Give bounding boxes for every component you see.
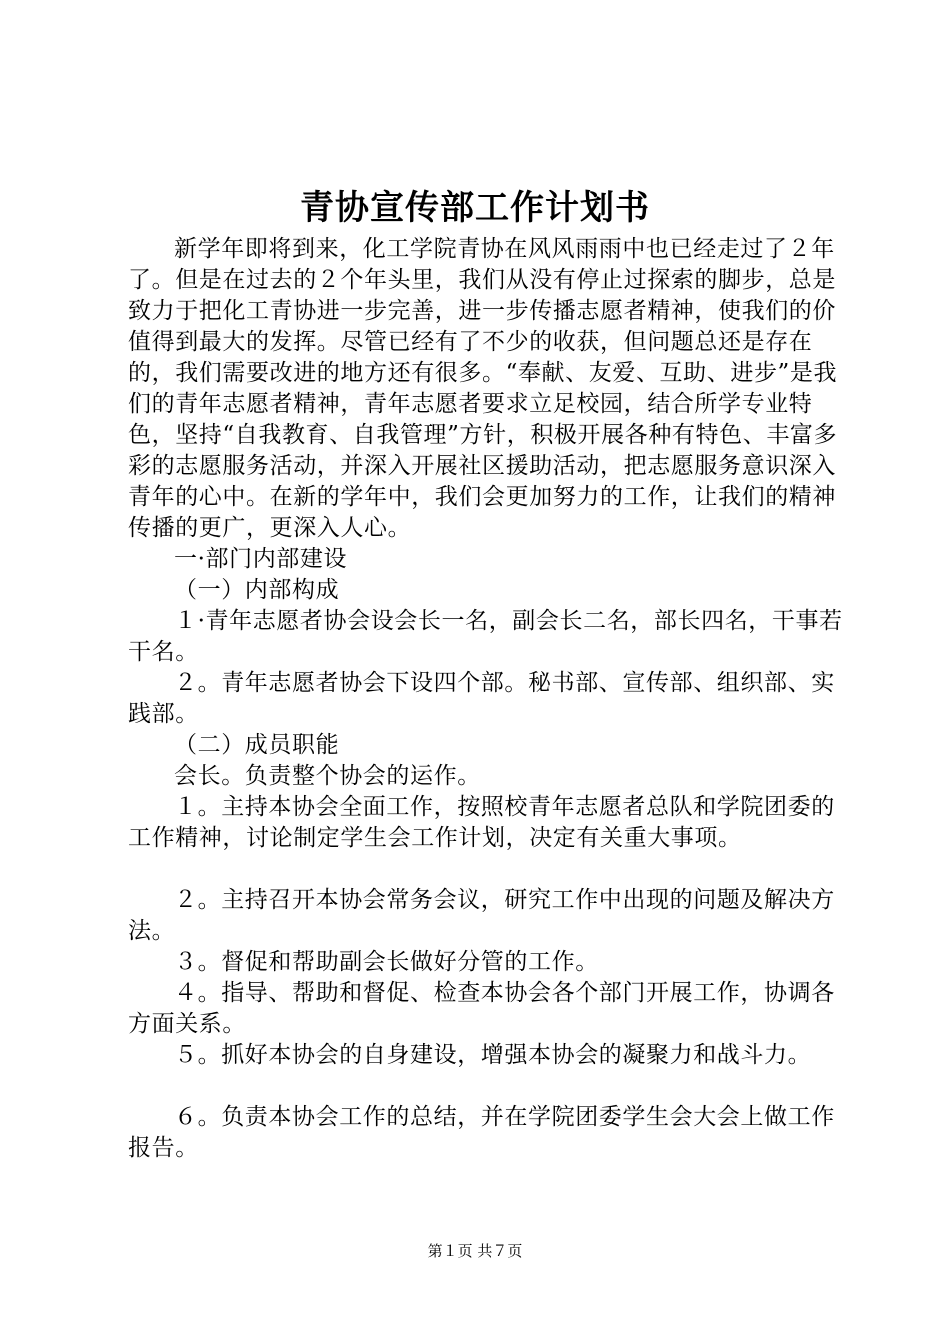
list-item: ４。指导、帮助和督促、检查本协会各个部门开展工作，协调各方面关系。 [128,980,835,1037]
page-footer: 第１页 共７页 [427,1242,523,1260]
list-item: ６。负责本协会工作的总结，并在学院团委学生会大会上做工作报告。 [128,1104,835,1161]
list-item: ５。抓好本协会的自身建设，增强本协会的凝聚力和战斗力。 [174,1042,812,1068]
list-item: ３。督促和帮助副会长做好分管的工作。 [174,949,599,975]
blank-line [128,1071,853,1102]
document-title: 青协宣传部工作计划书 [300,188,650,228]
list-item: ２。主持召开本协会常务会议，研究工作中出现的问题及解决方法。 [128,887,835,944]
role-heading: 会长。负责整个协会的运作。 [174,763,481,789]
list-item: １·青年志愿者协会设会长一名，副会长二名，部长四名，干事若干名。 [128,608,843,665]
blank-line [128,854,853,885]
document-body [128,234,853,1164]
subsection-heading: （二）成员职能 [174,732,340,758]
subsection-heading: （一）内部构成 [174,577,340,603]
list-item: １。主持本协会全面工作，按照校青年志愿者总队和学院团委的工作精神，讨论制定学生会工作计划，决定有关重大事项。 [128,794,835,851]
intro-paragraph: 新学年即将到来，化工学院青协在风风雨雨中也已经走过了２年了。但是在过去的２个年头里，我们从没有停止过探索的脚步，总是致力于把化工青协进一步完善，进一步传播志愿者精神，使我们的价值得到最大的发挥。尽管已经有了不少的收获，但问题总还是存在的，我们需要改进的地方还有很多。“奉献、友爱、互助、进步”是我们的青年志愿者精神，青年志愿者要求立足校园，结合所学专业特色，坚持“自我教育、自我管理”方针，积极开展各种有特色、丰富多彩的志愿服务活动，并深入开展社区援助活动，把志愿服务意识深入青年的心中。在新的学年中，我们会更加努力的工作，让我们的精神传播的更广，更深入人心。 [128,236,838,541]
section-heading: 一·部门内部建设 [174,546,348,572]
list-item: ２。青年志愿者协会下设四个部。秘书部、宣传部、组织部、实践部。 [128,670,835,727]
